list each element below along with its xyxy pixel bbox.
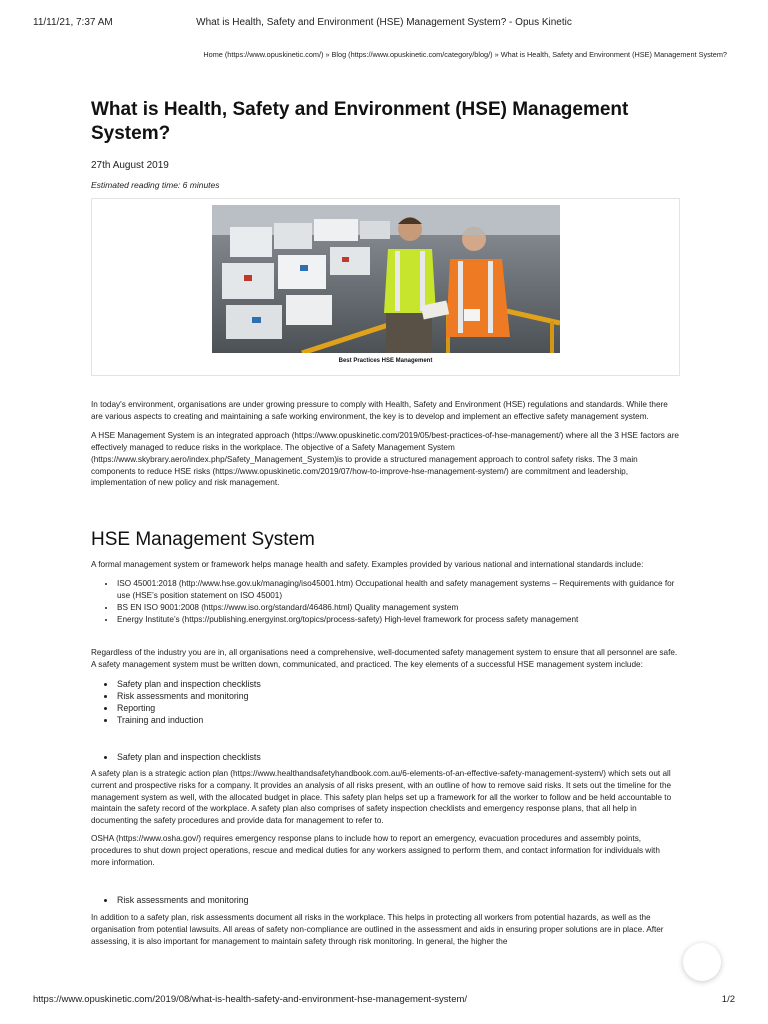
list-item: • BS EN ISO 9001:2008 (https://www.iso.org/standard/46486.html) Quality management system [116, 602, 680, 614]
breadcrumb [203, 50, 727, 59]
reading-time: Estimated reading time: 6 minutes [91, 180, 220, 190]
subsection-safety-plan-heading [91, 751, 680, 763]
list-item: • Reporting [116, 702, 680, 714]
list-item: • Safety plan and inspection checklists [116, 751, 680, 763]
standards-list [91, 578, 680, 626]
post-date: 27th August 2019 [91, 160, 169, 171]
print-url: https://www.opuskinetic.com/2019/08/what-is-health-safety-and-environment-hse-management-system/ [33, 994, 468, 1005]
key-elements-paragraph: Regardless of the industry you are in, all organisations need a comprehensive, well-documented safety management system to ensure that all personnel are safe. A safety management system must be written down, communicated, and practiced. The key elements of a successful HSE management system include: [91, 647, 678, 669]
breadcrumb-home-link[interactable]: Home (https://www.opuskinetic.com/) [203, 50, 324, 59]
list-item: • ISO 45001:2018 (http://www.hse.gov.uk/managing/iso45001.htm) Occupational health and safety management systems – Requirements with guidance for use (HSE’s position statement on ISO 45001) [116, 578, 680, 602]
risk-paragraph: In addition to a safety plan, risk assessments document all risks in the workplace. This helps in protecting all workers from potential hazards, as well as the organisation from potential lawsuits. All areas of safety non-compliance are outlined in the assessment and aids in ensuring proper solutions are in place. After assessing, it is also important for management to maintain safety through risk monitoring. In general, the higher the [91, 912, 664, 946]
print-timestamp: 11/11/21, 7:37 AM [33, 17, 113, 28]
formal-framework-paragraph: A formal management system or framework helps manage health and safety. Examples provided by various national and international standards include: [91, 560, 644, 570]
key-elements-list [91, 678, 680, 726]
list-item: • Safety plan and inspection checklists [116, 678, 680, 690]
safety-plan-paragraph: A safety plan is a strategic action plan (https://www.healthandsafetyhandbook.com.au/6-elements-of-an-effective-safety-management-system/) which sets out all current and prospective risks for a company. It provides an analysis of all risks present, with an outline of how to remove said risks. It sets out the timeline for the management system as well, with the allocated budget in place. This safety plan helps set up a framework for all the worker to follow and be held accountable to maintain the safety record of the workplace. A safety plan also comprises of safety inspection checklists and emergency response plans, that all help in documenting the safety procedures and provide data for management to refer to. [91, 768, 672, 826]
list-item: • Energy Institute’s (https://publishing.energyinst.org/topics/process-safety) High-level framework for process safety management [116, 614, 680, 626]
image-caption: Best Practices HSE Management [338, 358, 433, 364]
floating-action-button[interactable] [683, 943, 721, 981]
featured-photo [212, 205, 560, 353]
breadcrumb-current: What is Health, Safety and Environment (HSE) Management System? [500, 50, 727, 59]
article [91, 98, 680, 948]
breadcrumb-separator: » [323, 50, 332, 59]
list-item: • Risk assessments and monitoring [116, 690, 680, 702]
featured-image-figure [91, 198, 680, 376]
subsection-risk-heading [91, 894, 680, 906]
list-item: • Risk assessments and monitoring [116, 894, 680, 906]
breadcrumb-separator: » [492, 50, 501, 59]
post-title: What is Health, Safety and Environment (HSE) Management System? [91, 99, 629, 144]
page-number: 1/2 [721, 994, 735, 1005]
section-heading: HSE Management System [91, 529, 315, 551]
breadcrumb-blog-link[interactable]: Blog (https://www.opuskinetic.com/category/blog/) [331, 50, 493, 59]
intro-paragraph: In today's environment, organisations are under growing pressure to comply with Health, Safety and Environment (HSE) regulations and standards. While there are various aspects to creating and maintaining a safe working environment, the key is to develop and implement an effective safety management system. [91, 400, 668, 421]
list-item: • Training and induction [116, 714, 680, 726]
intro-paragraph-hse: A HSE Management System is an integrated approach (https://www.opuskinetic.com/2019/05/best-practices-of-hse-management/) where all the 3 HSE factors are effectively managed to reduce risks in the workplace. The objective of a Safety Management System (https://www.skybrary.aero/index.php/Safety_Management_System)is to provide a structured management approach to control safety risks. The 3 main components to reduce HSE risks (https://www.opuskinetic.com/2019/07/how-to-improve-hse-management-system/) are commitment and leadership, implementation of new policy and risk management. [91, 430, 679, 488]
print-page-title: What is Health, Safety and Environment (HSE) Management System? - Opus Kinetic [196, 17, 572, 28]
osha-paragraph: OSHA (https://www.osha.gov/) requires emergency response plans to include how to report an emergency, evacuation procedures and assembly points, procedures to shut down project operations, rescue and medical duties for any workers assigned to perform them, and contact information for individuals with more information. [91, 834, 660, 868]
